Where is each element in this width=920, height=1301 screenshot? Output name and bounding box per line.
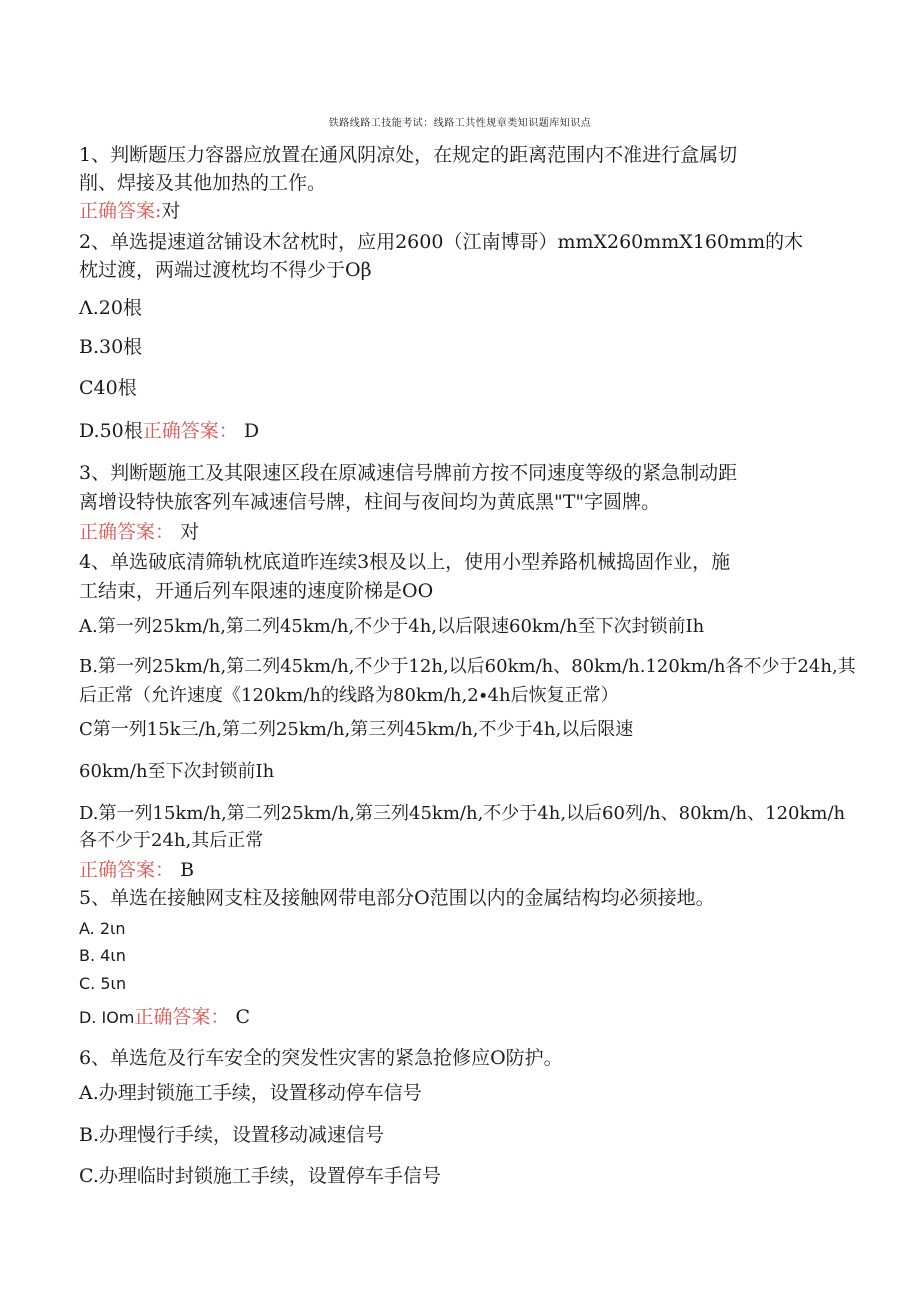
answer-value: B bbox=[180, 859, 195, 881]
q4-option-d-line1: D.第一列15km∕h,第二列25km∕h,第三列45km∕h,不少于4h,以后60列/h、80km/h、120km∕h bbox=[79, 803, 846, 824]
q4-text-line1: 4、单选破底清筛轨枕底道昨连续3根及以上，使用小型养路机械捣固作业，施 bbox=[79, 551, 731, 573]
q6-option-b: B.办理慢行手续，设置移动减速信号 bbox=[79, 1124, 385, 1146]
q4-option-c-line2: 60km∕h至下次封锁前Ih bbox=[79, 761, 275, 782]
q5-text-line1: 5、单选在接触网支柱及接触网带电部分O范围以内的金属结构均必须接地。 bbox=[79, 887, 715, 909]
q4-option-b-line2: 后正常（允许速度《120km∕h的线路为80km∕h,2∙4h后恢复正常） bbox=[79, 685, 619, 706]
q2-option-a: Λ.20根 bbox=[79, 297, 142, 319]
q5-option-a: A. 2ιn bbox=[79, 919, 126, 938]
q2-option-d-answer bbox=[79, 419, 259, 443]
q4-text-line2: 工结束，开通后列车限速的速度阶梯是OO bbox=[79, 580, 434, 602]
q1-text-line1: 1、判断题压力容器应放置在通风阴凉处，在规定的距离范围内不准进行盒属切 bbox=[79, 144, 738, 166]
answer-value: C bbox=[235, 1006, 250, 1028]
q5-option-d: D. IOm bbox=[79, 1008, 135, 1027]
q6-option-a: A.办理封锁施工手续，设置移动停车信号 bbox=[79, 1082, 422, 1104]
q2-text-line2: 枕过渡，两端过渡枕均不得少于Oβ bbox=[79, 259, 372, 281]
answer-label: 正确答案： bbox=[142, 420, 238, 442]
q4-option-d-line2: 各不少于24h,其后正常 bbox=[79, 830, 264, 851]
q6-option-c: C.办理临时封锁施工手续，设置停车手信号 bbox=[79, 1165, 441, 1187]
q2-option-c: C40根 bbox=[79, 377, 137, 399]
answer-value: 对 bbox=[161, 200, 181, 222]
q5-option-d-answer bbox=[79, 1005, 250, 1030]
answer-label: 正确答案： bbox=[79, 859, 175, 881]
q2-option-b: B.30根 bbox=[79, 336, 143, 358]
answer-value: 对 bbox=[180, 521, 200, 543]
q1-text-line2: 削、焊接及其他加热的工作。 bbox=[79, 172, 327, 194]
q4-option-b-line1: B.第一列25km∕h,第二列45km∕h,不少于12h,以后60km/h、80km∕h.120km∕h各不少于24h,其 bbox=[79, 656, 856, 677]
q3-text-line2: 离增设特快旅客列车减速信号牌，柱间与夜间均为黄底黑"T"字圆牌。 bbox=[79, 491, 661, 513]
q4-option-c-line1: C第一列15k三∕h,第二列25km∕h,第三列45km∕h,不少于4h,以后限速 bbox=[79, 719, 634, 740]
q6-text-line1: 6、单选危及行车安全的突发性灾害的紧急抢修应O防护。 bbox=[79, 1047, 563, 1069]
q4-option-a: A.第一列25km∕h,第二列45km∕h,不少于4h,以后限速60km∕h至下次封锁前Ih bbox=[79, 616, 705, 637]
q3-text-line1: 3、判断题施工及其限速区段在原减速信号牌前方按不同速度等级的紧急制动距 bbox=[79, 462, 738, 484]
document-title: 铁路线路工技能考试：线路工共性规章类知识题库知识点 bbox=[328, 118, 592, 129]
q1-answer bbox=[79, 199, 180, 223]
q5-option-b: B. 4ιn bbox=[79, 946, 126, 965]
answer-label: 正确答案： bbox=[79, 521, 175, 543]
answer-label: 正确答案: bbox=[79, 200, 162, 222]
q2-option-d: D.50根 bbox=[79, 420, 143, 442]
answer-value: D bbox=[243, 420, 260, 442]
q3-answer bbox=[79, 520, 199, 544]
q5-option-c: C. 5ιn bbox=[79, 974, 127, 993]
answer-label: 正确答案： bbox=[134, 1006, 230, 1028]
q2-text-line1: 2、单选提速道岔铺设木岔枕时，应用2600（江南博哥）mmX260mmX160mm的木 bbox=[79, 231, 804, 253]
q4-answer bbox=[79, 858, 194, 882]
